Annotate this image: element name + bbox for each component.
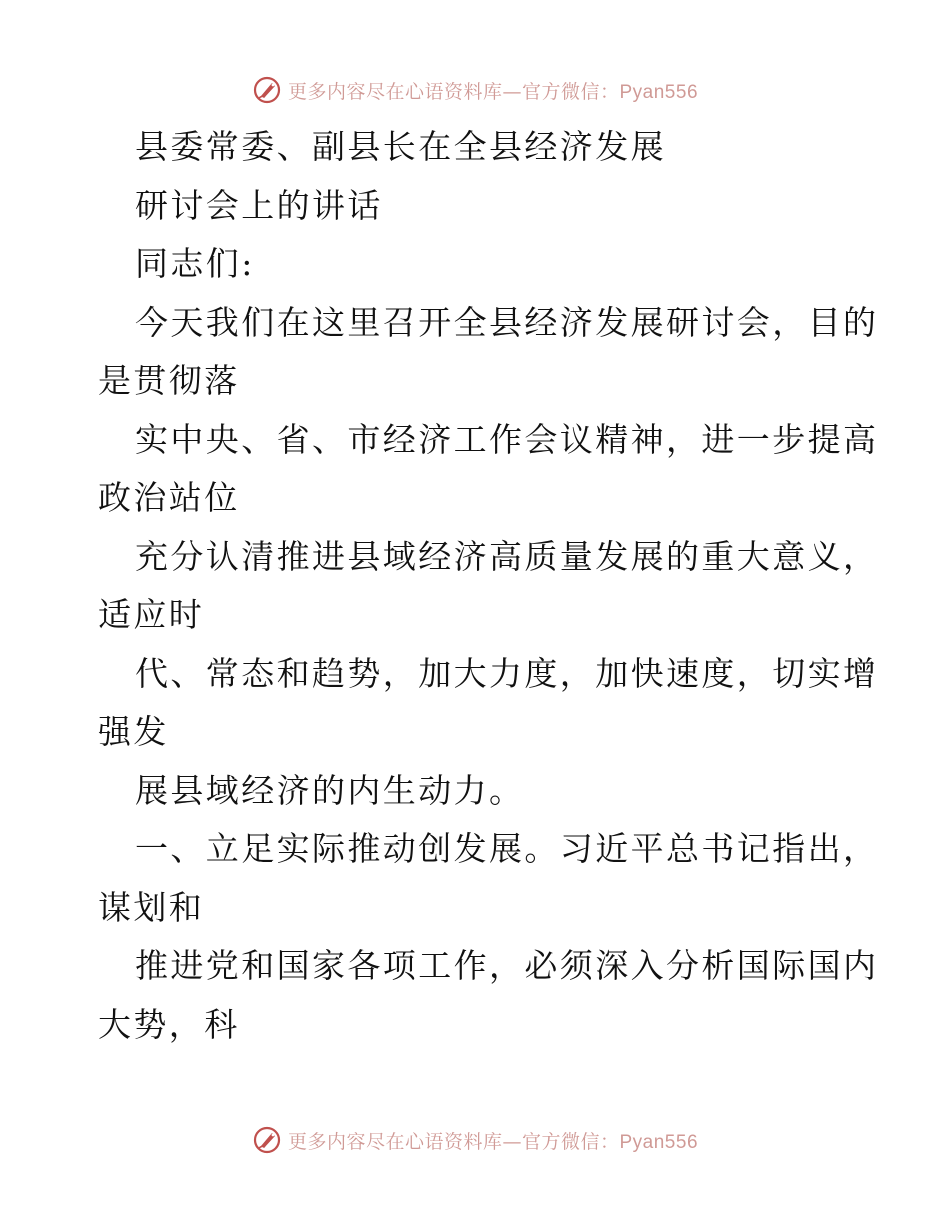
document-line: 一、立足实际推动创发展。习近平总书记指出， xyxy=(135,829,879,868)
document-line: 展县域经济的内生动力。 xyxy=(135,770,525,810)
document-line: 同志们: xyxy=(135,244,255,283)
document-line: 推进党和国家各项工作，必须深入分析国际国内 xyxy=(135,946,879,985)
watermark-text: 更多内容尽在心语资料库—官方微信：Pyan556 xyxy=(287,80,699,103)
document-line: 实中央、省、市经济工作会议精神，进一步提高 xyxy=(135,419,879,459)
document-line: 研讨会上的讲话 xyxy=(135,185,383,225)
document-line: 适应时 xyxy=(98,595,205,634)
footer-watermark xyxy=(0,1120,950,1160)
header-watermark xyxy=(0,70,950,110)
document-line: 谋划和 xyxy=(98,887,205,927)
document-line: 大势，科 xyxy=(98,1004,240,1044)
pen-nib-logo-icon xyxy=(252,1125,282,1155)
document-line: 是贯彻落 xyxy=(98,361,240,400)
document-line: 政治站位 xyxy=(98,478,240,517)
document-line: 今天我们在这里召开全县经济发展研讨会，目的 xyxy=(135,302,879,342)
document-line: 县委常委、副县长在全县经济发展 xyxy=(135,127,666,166)
pen-nib-logo-icon xyxy=(252,75,282,105)
document-body xyxy=(98,118,879,1054)
document-line: 强发 xyxy=(98,712,169,751)
document-line: 代、常态和趋势，加大力度，加快速度，切实增 xyxy=(135,653,879,693)
document-line: 充分认清推进县域经济高质量发展的重大意义， xyxy=(135,536,879,576)
watermark-text: 更多内容尽在心语资料库—官方微信：Pyan556 xyxy=(287,1130,699,1153)
